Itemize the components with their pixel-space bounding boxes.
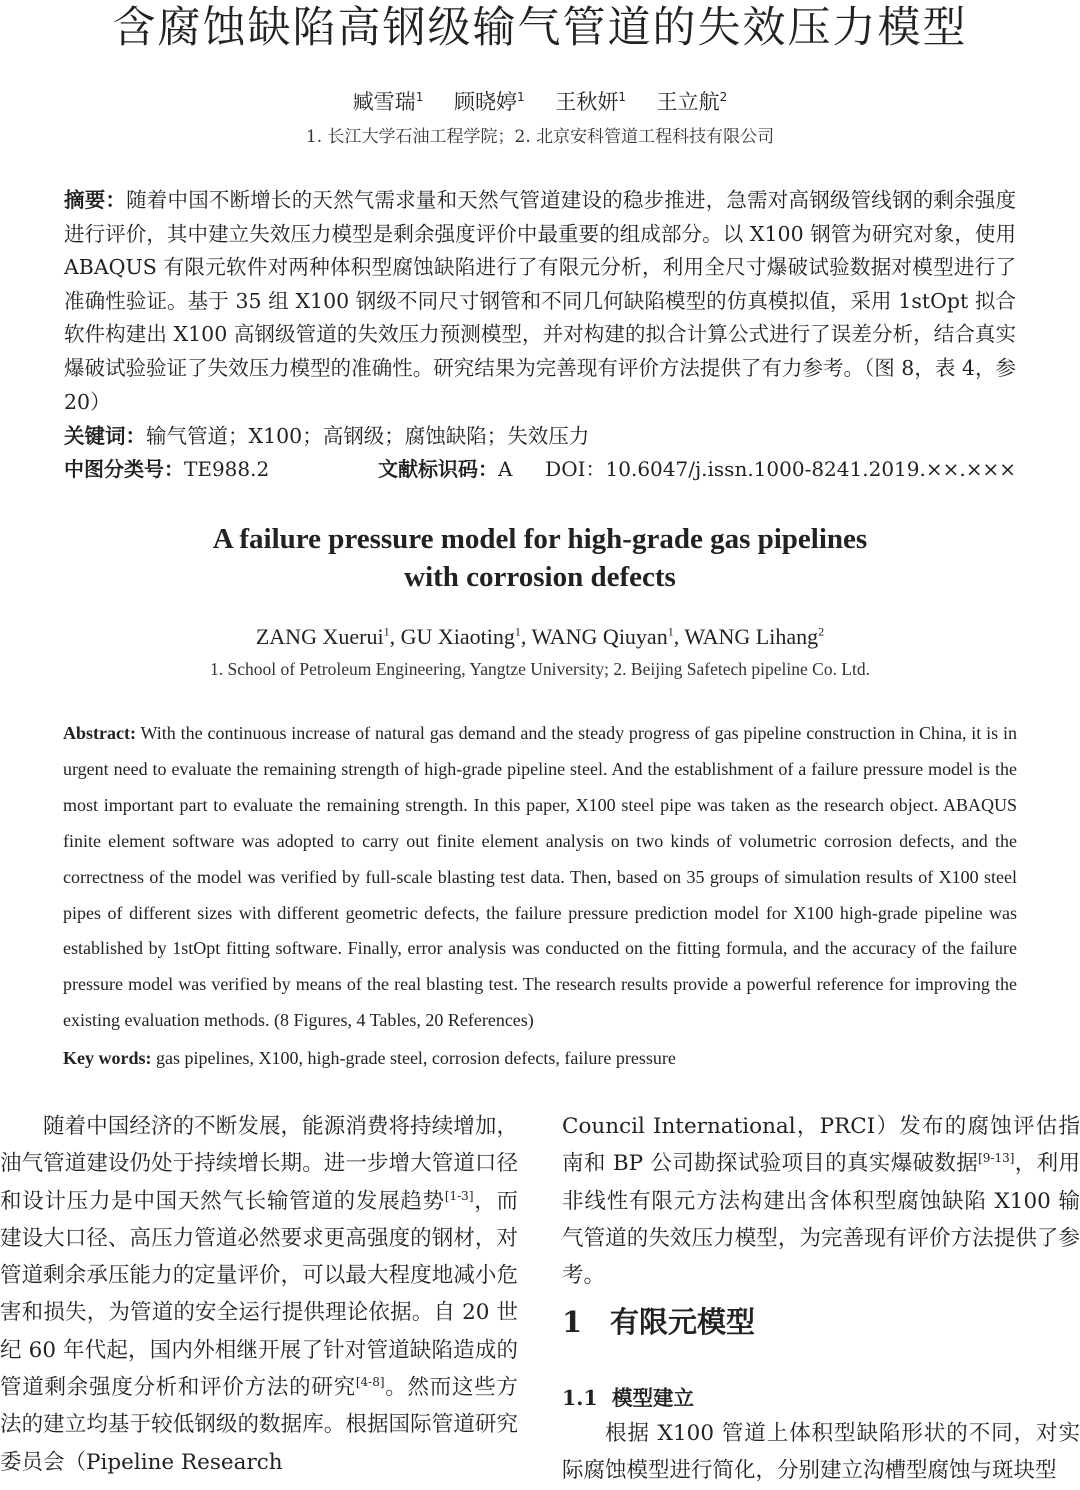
body-left-column [0,1108,518,1481]
english-affiliation: 1. School of Petroleum Engineering, Yangtze University; 2. Beijing Safetech pipeline Co. Ltd. [209,659,871,679]
chinese-title: 含腐蚀缺陷高钢级输气管道的失效压力模型 [112,3,968,53]
english-author: WANG Lihang$^2$ [684,624,825,649]
document-code: 文献标识码：A [378,457,513,481]
english-keywords [63,1042,1017,1074]
english-author: ZANG Xuerui$^1$ [255,624,390,649]
english-keywords-label: Key words: [63,1048,152,1068]
english-title-line: A failure pressure model for high-grade gas pipelines [212,523,868,555]
citation: [4-8] [355,1374,385,1389]
chinese-author-list [0,86,1080,116]
section-title: 有限元模型 [610,1305,756,1339]
section-heading [562,1300,755,1341]
chinese-affiliation: 1. 长江大学石油工程学院；2. 北京安科管道工程科技有限公司 [305,127,775,147]
body-paragraph: Council International，PRCI）发布的腐蚀评估指南和 BP 公司勘探试验项目的真实爆破数据[9-13]，利用非线性有限元方法构建出含体积型腐蚀缺陷 X100 输气管道的失效压力模型，为完善现有评价方法提供了参考。 [562,1114,1080,1289]
section-number: 1 [562,1305,583,1339]
subsection-heading [562,1381,694,1411]
chinese-abstract [64,184,1016,419]
english-abstract-label: Abstract: [63,723,136,743]
chinese-author: 王秋妍$^1$ [555,90,626,114]
body-right-column-intro [562,1108,1080,1294]
english-author: GU Xiaoting$^1$ [400,624,521,649]
clc-number: 中图分类号：TE988.2 [64,457,270,481]
english-author: WANG Qiuyan$^1$ [531,624,674,649]
chinese-author: 臧雪瑞$^1$ [352,90,424,114]
subsection-title: 模型建立 [612,1386,694,1410]
english-abstract-text: With the continuous increase of natural gas demand and the steady progress of gas pipeline construction in China, it is in urgent need to evaluate the remaining strength of high-grade pipeline steel. And the establishment of a failure pressure model is the most important part to evaluate the remaining strength. In this paper, X100 steel pipe was taken as the research object. ABAQUS finite element software was adopted to carry out finite element analysis on two kinds of volumetric corrosion defects, and the correctness of the model was verified by full-scale blasting test data. Then, based on 35 groups of simulation results of X100 steel pipes of different sizes with different geometric defects, the failure pressure prediction model for X100 high-grade pipeline was established by 1stOpt fitting software. Finally, error analysis was conducted on the fitting formula, and the accuracy of the failure pressure model was verified by means of the real blasting test. The research results provide a powerful reference for improving the existing evaluation methods. (8 Figures, 4 Tables, 20 References) [63,723,1017,1031]
chinese-author: 顾晓婷$^1$ [454,90,525,114]
citation: [9-13] [978,1151,1015,1166]
chinese-keywords [64,419,1016,449]
chinese-keywords-label: 关键词： [64,424,146,448]
body-right-column-continued [562,1415,1080,1490]
citation: [1-3] [444,1188,474,1203]
classification-row [64,453,1016,483]
doi: DOI：10.6047/j.issn.1000-8241.2019.××.××× [545,457,1016,481]
chinese-author: 王立航$^2$ [656,90,728,114]
chinese-keywords-text: 输气管道；X100；高钢级；腐蚀缺陷；失效压力 [146,424,590,448]
body-paragraph: 根据 X100 管道上体积型缺陷形状的不同，对实际腐蚀模型进行简化，分别建立沟槽型腐蚀与斑块型 [562,1421,1080,1484]
english-title [0,520,1080,596]
chinese-abstract-label: 摘要： [64,188,127,212]
english-keywords-text: gas pipelines, X100, high-grade steel, corrosion defects, failure pressure [156,1048,676,1068]
english-abstract [63,716,1017,1039]
chinese-abstract-text: 随着中国不断增长的天然气需求量和天然气管道建设的稳步推进，急需对高钢级管线钢的剩余强度进行评价，其中建立失效压力模型是剩余强度评价中最重要的组成部分。以 X100 钢管为研究对象，使用 ABAQUS 有限元软件对两种体积型腐蚀缺陷进行了有限元分析，利用全尺寸爆破试验数据对模型进行了准确性验证。基于 35 组 X100 钢级不同尺寸钢管和不同几何缺陷模型的仿真模拟值，采用 1stOpt 拟合软件构建出 X100 高钢级管道的失效压力预测模型，并对构建的拟合计算公式进行了误差分析，结合真实爆破试验验证了失效压力模型的准确性。研究结果为完善现有评价方法提供了有力参考。（图 8，表 4，参 20） [64,188,1017,414]
body-paragraph: 随着中国经济的不断发展，能源消费将持续增加，油气管道建设仍处于持续增长期。进一步增大管道口径和设计压力是中国天然气长输管道的发展趋势[1-3]，而建设大口径、高压力管道必然要求更高强度的钢材，对管道剩余承压能力的定量评价，可以最大程度地减小危害和损失，为管道的安全运行提供理论依据。自 20 世纪 60 年代起，国内外相继开展了针对管道缺陷造成的管道剩余强度分析和评价方法的研究[4-8]。然而这些方法的建立均基于较低钢级的数据库。根据国际管道研究委员会（Pipeline Research [0,1114,518,1475]
english-title-line: with corrosion defects [404,561,676,593]
english-author-list: ZANG Xuerui$^1$, GU Xiaoting$^1$, WANG Qiuyan$^1$, WANG Lihang$^2$ [255,624,825,649]
subsection-number: 1.1 [562,1386,598,1410]
